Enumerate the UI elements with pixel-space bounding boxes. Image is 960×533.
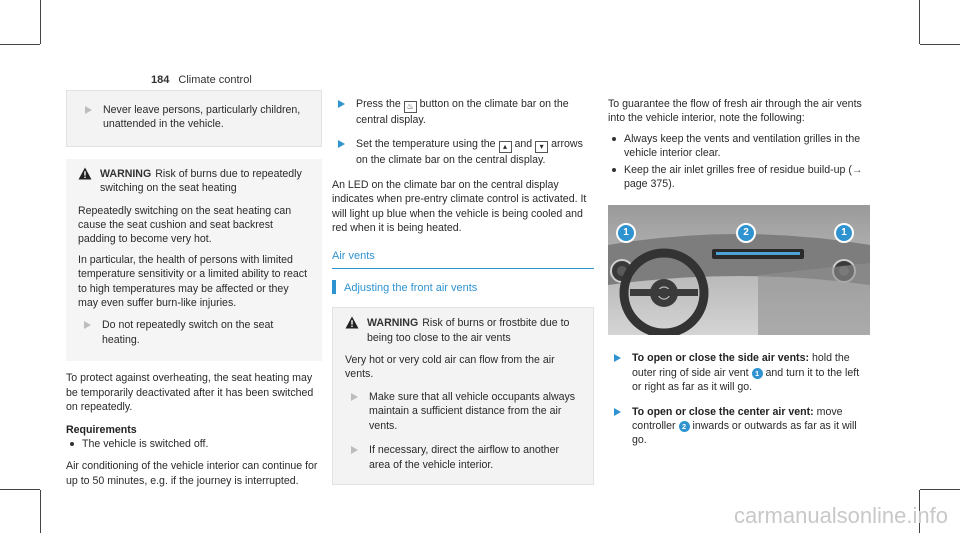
step-arrow-icon (338, 140, 345, 148)
step-arrow-icon (85, 106, 92, 114)
step-arrow-icon (614, 354, 621, 362)
callout-side-vent-left: 1 (616, 223, 636, 243)
crop-mark (0, 489, 40, 490)
warning-text: Very hot or very cold air can flow from the air vents. (345, 354, 555, 381)
step-never-leave: Never leave persons, particularly children, unattended in the vehicle. (79, 103, 309, 132)
step-side-vents: To open or close the side air vents: hold the outer ring of side air vent 1 and turn it to the left or right as far as it will go. (608, 351, 870, 394)
warning-step: Do not repeatedly switch on the seat heating. (78, 318, 310, 347)
bullet-item: Keep the air inlet grilles free of residue build-up (→ page 375). (608, 163, 870, 192)
watermark-logo: carmanualsonline.info (733, 502, 948, 528)
step-center-vent: To open or close the center air vent: move controller 2 inwards or outwards as far as it will go. (608, 405, 870, 448)
step-set-temperature: Set the temperature using the ▴ and ▾ arrows on the climate bar on the central display. (332, 137, 594, 167)
step-arrow-icon (351, 393, 358, 401)
dashboard-air-vents-photo (608, 205, 870, 335)
warning-icon (78, 167, 92, 180)
crop-mark (919, 0, 920, 44)
climate-button-icon: ♨ (404, 101, 417, 113)
section-title-air-vents: Air vents (332, 249, 594, 268)
crop-mark (920, 44, 960, 45)
crop-mark (920, 489, 960, 490)
warning-box (332, 307, 594, 485)
warning-title: WARNING Risk of burns due to repeatedly switching on the seat heating (78, 167, 310, 196)
warning-step: If necessary, direct the airflow to another area of the vehicle interior. (345, 443, 581, 472)
column-1 (66, 90, 322, 494)
step-arrow-icon (84, 321, 91, 329)
warning-text: In particular, the health of persons with limited temperature sensitivity or a limited ability to react to high temperatures may be affected or they may even suffer burn-like injuries. (78, 253, 308, 310)
step-arrow-icon (351, 446, 358, 454)
paragraph: Air conditioning of the vehicle interior can continue for up to 50 minutes, e.g. if the journey is interrupted. (66, 460, 318, 487)
callout-center-vent: 2 (736, 223, 756, 243)
warning-box (66, 159, 322, 361)
crop-mark (40, 490, 41, 533)
paragraph: An LED on the climate bar on the central display indicates when pre-entry climate control is activated. It will light up blue when the vehicle is being cooled and red when it is being heated. (332, 178, 587, 235)
step-arrow-icon (338, 100, 345, 108)
step-arrow-icon (614, 408, 621, 416)
requirements-title: Requirements (66, 423, 137, 436)
warning-icon (345, 316, 359, 329)
section-name: Climate control (178, 74, 252, 86)
subsection-title: Adjusting the front air vents (332, 281, 594, 295)
crop-mark (0, 44, 40, 45)
arrow-up-icon: ▴ (499, 141, 512, 153)
column-2 (332, 97, 594, 485)
warning-step: Make sure that all vehicle occupants always maintain a sufficient distance from the air vents. (345, 390, 581, 433)
crop-mark (40, 0, 41, 44)
warning-title: WARNING Risk of burns or frostbite due to being too close to the air vents (345, 316, 581, 345)
warning-text: Repeatedly switching on the seat heating can cause the seat cushion and seat backrest padding to become very hot. (78, 204, 292, 246)
requirement-item: The vehicle is switched off. (66, 437, 322, 451)
arrow-down-icon: ▾ (535, 141, 548, 153)
bullet-item: Always keep the vents and ventilation grilles in the vehicle interior clear. (608, 132, 870, 161)
vent-badge-1: 1 (752, 368, 763, 379)
paragraph: To guarantee the flow of fresh air through the air vents into the vehicle interior, note the following: (608, 98, 862, 125)
column-3 (608, 97, 870, 458)
note-box (66, 90, 322, 147)
controller-badge-2: 2 (679, 421, 690, 432)
step-press-button: Press the ♨ button on the climate bar on the central display. (332, 97, 594, 127)
page-number: 184 (151, 74, 170, 86)
paragraph: To protect against overheating, the seat heating may be temporarily deactivated after it has been switched on repeatedly. (66, 372, 314, 414)
page-header (151, 73, 252, 87)
callout-side-vent-right: 1 (834, 223, 854, 243)
reference-arrow-icon: → (851, 163, 863, 176)
